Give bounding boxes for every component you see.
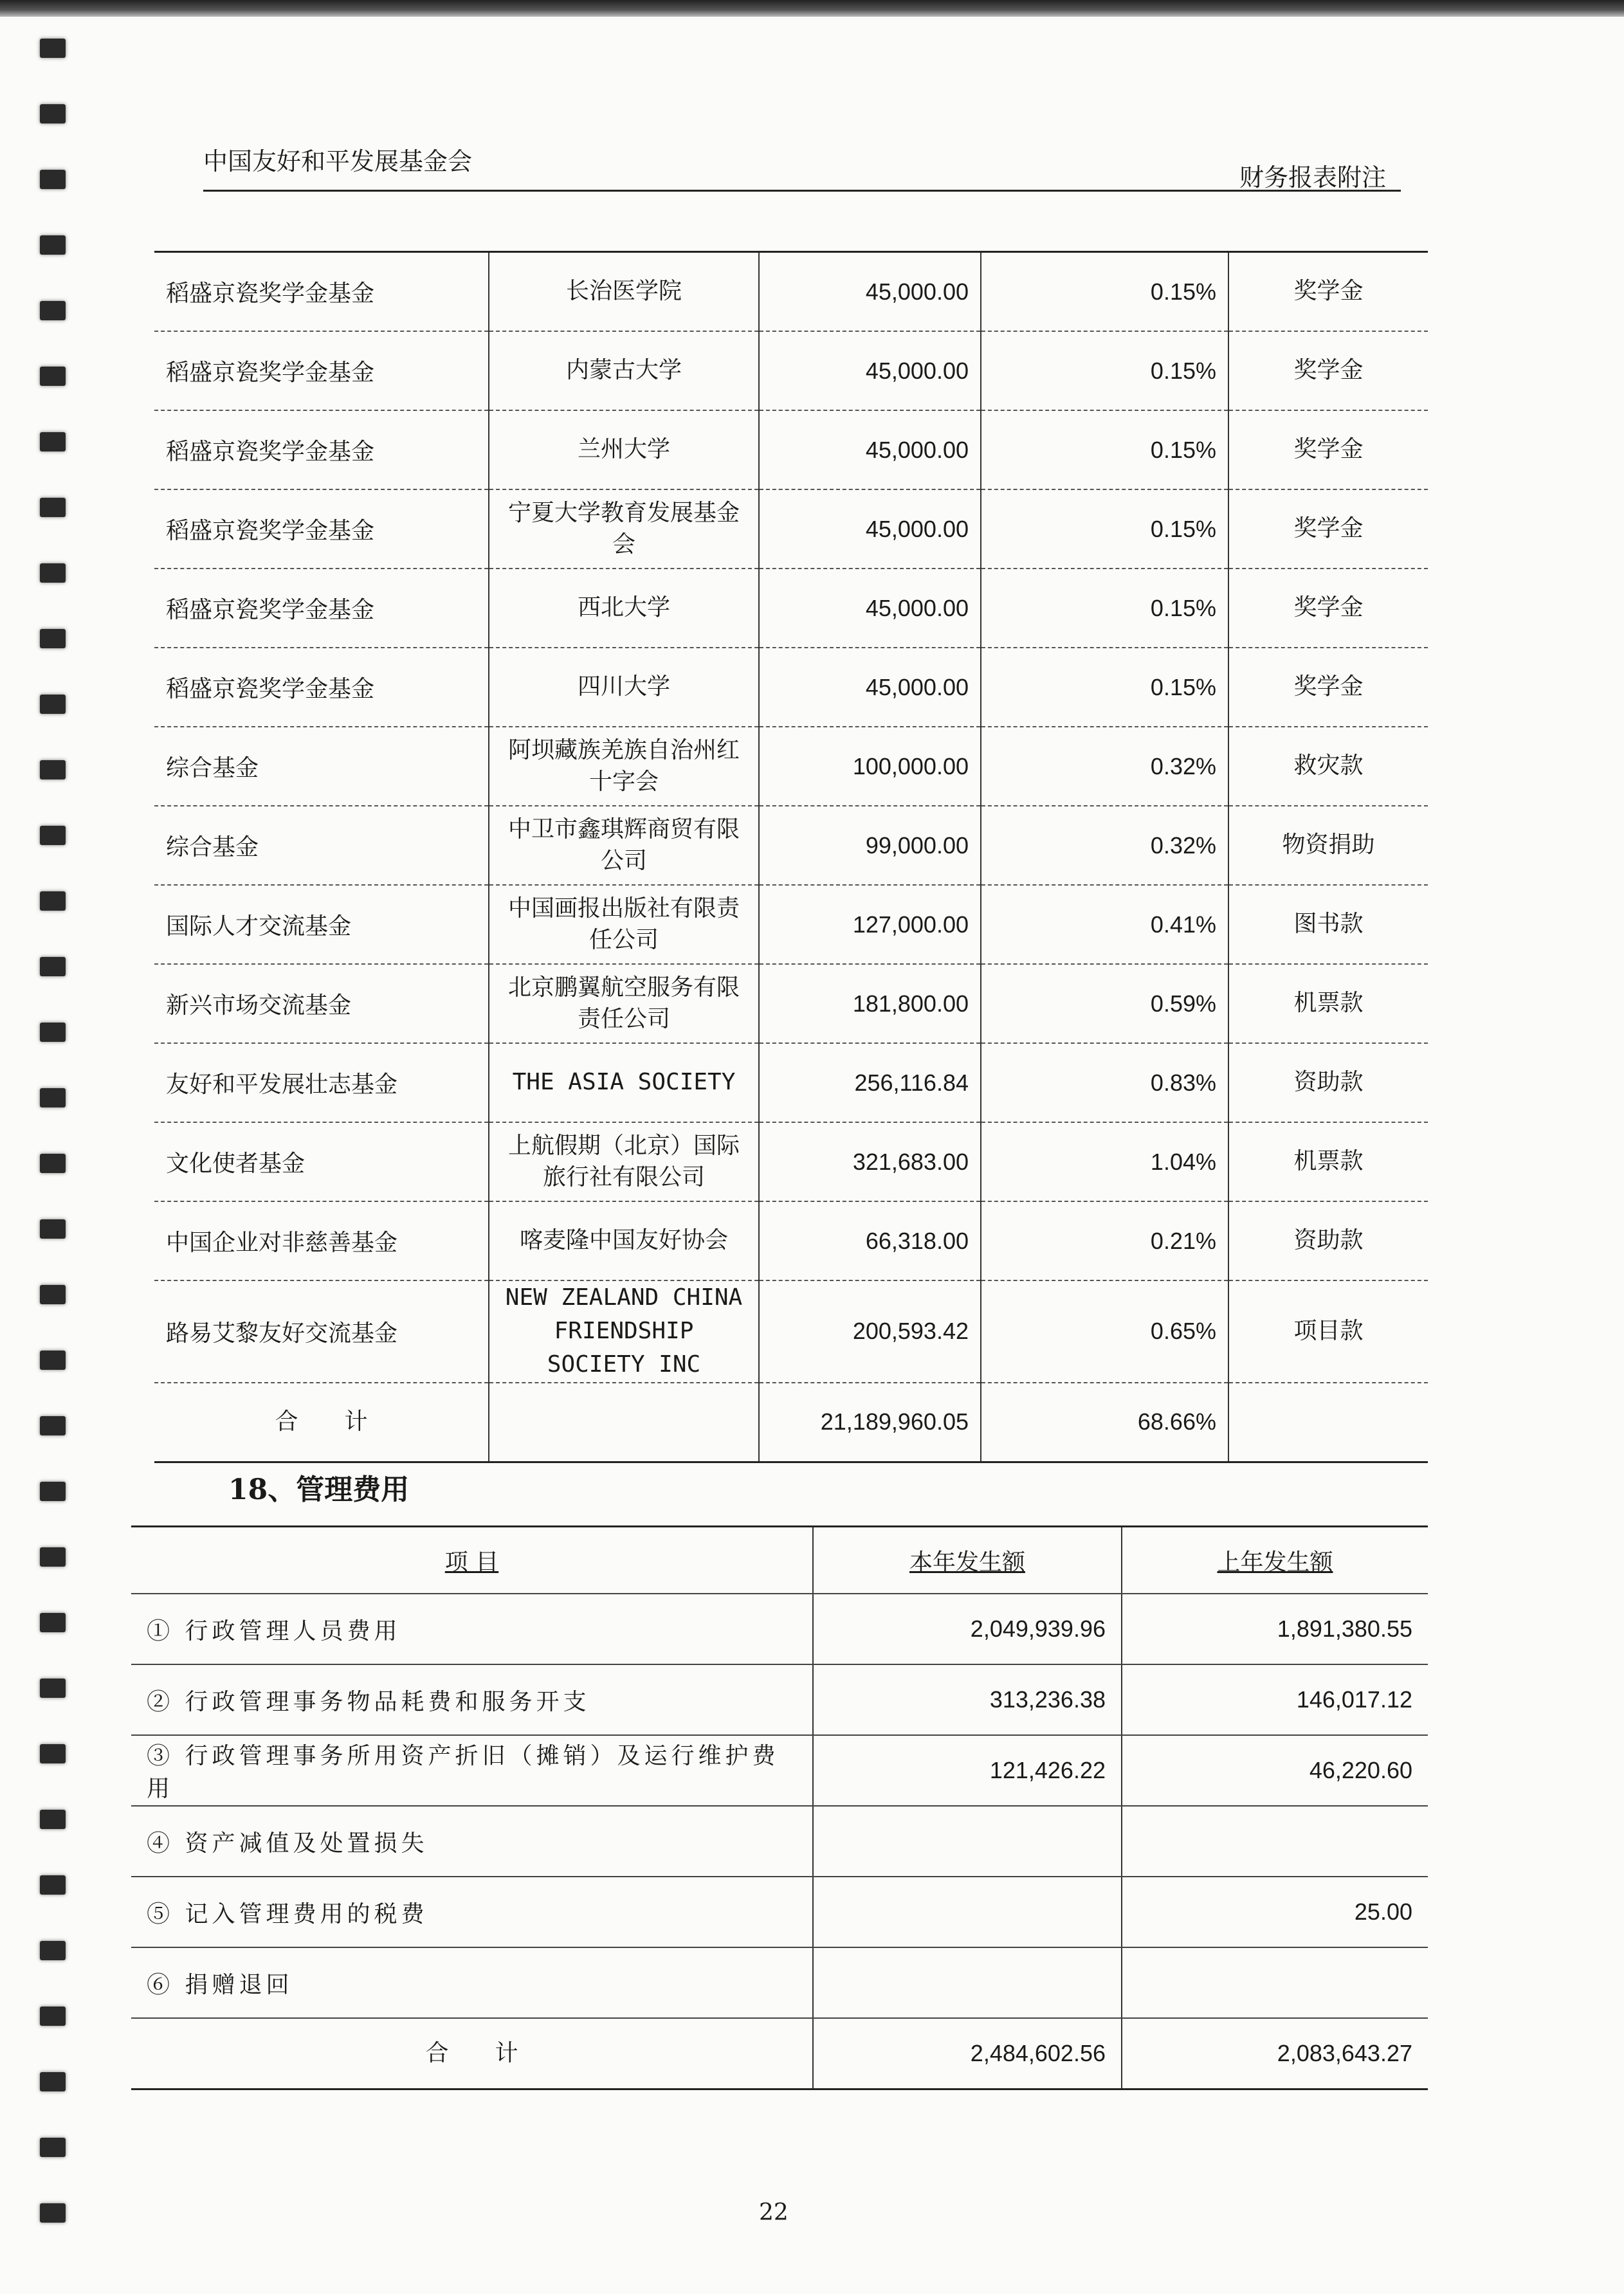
recipient: 阿坝藏族羌族自治州红十字会 xyxy=(489,727,759,806)
total-row xyxy=(131,2018,1428,2089)
binding-hole xyxy=(40,1219,66,1239)
purpose: 奖学金 xyxy=(1228,252,1428,332)
recipient: 长治医学院 xyxy=(489,252,759,332)
binding-hole xyxy=(40,2072,66,2091)
binding-hole xyxy=(40,1416,66,1435)
recipient: 上航假期（北京）国际旅行社有限公司 xyxy=(489,1122,759,1201)
table-row xyxy=(154,410,1428,489)
total-previous: 2,083,643.27 xyxy=(1122,2018,1428,2089)
binding-hole xyxy=(40,1088,66,1107)
table-row xyxy=(154,648,1428,727)
purpose: 机票款 xyxy=(1228,964,1428,1043)
scan-top-edge xyxy=(0,0,1624,17)
table-row xyxy=(131,1664,1428,1735)
binding-hole xyxy=(40,1154,66,1173)
binding-hole xyxy=(40,1875,66,1895)
table-row xyxy=(154,964,1428,1043)
purpose: 奖学金 xyxy=(1228,489,1428,569)
amount: 45,000.00 xyxy=(759,489,981,569)
total-amount: 21,189,960.05 xyxy=(759,1383,981,1462)
fund-name: 稻盛京瓷奖学金基金 xyxy=(154,252,489,332)
fund-name: 国际人才交流基金 xyxy=(154,885,489,964)
percentage: 0.41% xyxy=(981,885,1228,964)
table-row xyxy=(154,806,1428,885)
purpose: 资助款 xyxy=(1228,1043,1428,1122)
percentage: 0.32% xyxy=(981,806,1228,885)
total-label: 合 计 xyxy=(154,1383,489,1462)
header-current: 本年发生额 xyxy=(813,1527,1122,1594)
total-row xyxy=(154,1383,1428,1462)
amount: 256,116.84 xyxy=(759,1043,981,1122)
binding-hole xyxy=(40,301,66,320)
table-row xyxy=(154,331,1428,410)
percentage: 0.83% xyxy=(981,1043,1228,1122)
purpose: 机票款 xyxy=(1228,1122,1428,1201)
header-rule xyxy=(203,190,1401,192)
header-org: 中国友好和平发展基金会 xyxy=(203,147,473,176)
expense-item: ③ 行政管理事务所用资产折旧（摊销）及运行维护费用 xyxy=(131,1735,813,1806)
total-label: 合 计 xyxy=(131,2018,813,2089)
purpose: 资助款 xyxy=(1228,1201,1428,1280)
table-row xyxy=(154,1122,1428,1201)
expense-item: ⑤ 记入管理费用的税费 xyxy=(131,1877,813,1947)
current-year-amount xyxy=(813,1806,1122,1877)
fund-name: 中国企业对非慈善基金 xyxy=(154,1201,489,1280)
amount: 45,000.00 xyxy=(759,410,981,489)
binding-hole xyxy=(40,891,66,911)
previous-year-amount xyxy=(1122,1806,1428,1877)
binding-hole xyxy=(40,1941,66,1960)
current-year-amount xyxy=(813,1947,1122,2018)
fund-name: 新兴市场交流基金 xyxy=(154,964,489,1043)
table-row xyxy=(154,1201,1428,1280)
expense-item: ⑥ 捐赠退回 xyxy=(131,1947,813,2018)
percentage: 0.15% xyxy=(981,410,1228,489)
fund-name: 稻盛京瓷奖学金基金 xyxy=(154,410,489,489)
table-header-row xyxy=(131,1527,1428,1594)
binding-hole xyxy=(40,170,66,189)
total-empty xyxy=(1228,1383,1428,1462)
binding-hole xyxy=(40,1023,66,1042)
purpose: 奖学金 xyxy=(1228,569,1428,648)
recipient: 兰州大学 xyxy=(489,410,759,489)
amount: 181,800.00 xyxy=(759,964,981,1043)
recipient: THE ASIA SOCIETY xyxy=(489,1043,759,1122)
percentage: 0.15% xyxy=(981,569,1228,648)
header-previous: 上年发生额 xyxy=(1122,1527,1428,1594)
percentage: 0.65% xyxy=(981,1280,1228,1383)
amount: 66,318.00 xyxy=(759,1201,981,1280)
current-year-amount: 121,426.22 xyxy=(813,1735,1122,1806)
binding-hole xyxy=(40,957,66,976)
amount: 45,000.00 xyxy=(759,331,981,410)
recipient: 西北大学 xyxy=(489,569,759,648)
purpose: 项目款 xyxy=(1228,1280,1428,1383)
amount: 45,000.00 xyxy=(759,252,981,332)
fund-name: 综合基金 xyxy=(154,727,489,806)
binding-hole xyxy=(40,1547,66,1567)
purpose: 奖学金 xyxy=(1228,648,1428,727)
recipient: NEW ZEALAND CHINA FRIENDSHIP SOCIETY INC xyxy=(489,1280,759,1383)
purpose: 图书款 xyxy=(1228,885,1428,964)
previous-year-amount: 25.00 xyxy=(1122,1877,1428,1947)
binding-hole xyxy=(40,367,66,386)
binding-hole xyxy=(40,2007,66,2026)
binding-hole xyxy=(40,498,66,517)
recipient: 中卫市鑫琪辉商贸有限公司 xyxy=(489,806,759,885)
previous-year-amount: 146,017.12 xyxy=(1122,1664,1428,1735)
percentage: 0.59% xyxy=(981,964,1228,1043)
recipient: 中国画报出版社有限责任公司 xyxy=(489,885,759,964)
recipient: 宁夏大学教育发展基金会 xyxy=(489,489,759,569)
binding-hole xyxy=(40,1351,66,1370)
current-year-amount xyxy=(813,1877,1122,1947)
binding-hole xyxy=(40,760,66,779)
section-title: 18、管理费用 xyxy=(228,1473,410,1506)
binding-hole xyxy=(40,235,66,255)
recipient: 四川大学 xyxy=(489,648,759,727)
recipient: 喀麦隆中国友好协会 xyxy=(489,1201,759,1280)
amount: 100,000.00 xyxy=(759,727,981,806)
fund-name: 稻盛京瓷奖学金基金 xyxy=(154,648,489,727)
recipient: 北京鹏翼航空服务有限责任公司 xyxy=(489,964,759,1043)
amount: 127,000.00 xyxy=(759,885,981,964)
binding-hole xyxy=(40,826,66,845)
amount: 45,000.00 xyxy=(759,569,981,648)
table-row xyxy=(154,1280,1428,1383)
table-row xyxy=(154,489,1428,569)
binding-hole xyxy=(40,563,66,583)
table-row xyxy=(154,252,1428,332)
expense-item: ① 行政管理人员费用 xyxy=(131,1594,813,1664)
total-percentage: 68.66% xyxy=(981,1383,1228,1462)
fund-name: 路易艾黎友好交流基金 xyxy=(154,1280,489,1383)
amount: 45,000.00 xyxy=(759,648,981,727)
purpose: 奖学金 xyxy=(1228,331,1428,410)
table-row xyxy=(154,569,1428,648)
table-row xyxy=(154,727,1428,806)
binding-hole xyxy=(40,1679,66,1698)
binding-hole xyxy=(40,2138,66,2157)
fund-name: 友好和平发展壮志基金 xyxy=(154,1043,489,1122)
amount: 99,000.00 xyxy=(759,806,981,885)
current-year-amount: 2,049,939.96 xyxy=(813,1594,1122,1664)
amount: 321,683.00 xyxy=(759,1122,981,1201)
binding-hole xyxy=(40,1285,66,1304)
percentage: 0.15% xyxy=(981,252,1228,332)
binding-hole xyxy=(40,629,66,648)
total-empty xyxy=(489,1383,759,1462)
donation-table xyxy=(154,251,1428,1463)
table-row xyxy=(154,1043,1428,1122)
table-row xyxy=(131,1735,1428,1806)
fund-name: 综合基金 xyxy=(154,806,489,885)
binding-hole xyxy=(40,104,66,123)
purpose: 物资捐助 xyxy=(1228,806,1428,885)
header-item: 项 目 xyxy=(131,1527,813,1594)
previous-year-amount xyxy=(1122,1947,1428,2018)
fund-name: 稻盛京瓷奖学金基金 xyxy=(154,569,489,648)
purpose: 救灾款 xyxy=(1228,727,1428,806)
binding-hole xyxy=(40,1613,66,1632)
binding-hole xyxy=(40,432,66,451)
binding-hole xyxy=(40,1482,66,1501)
table-row xyxy=(154,885,1428,964)
table-row xyxy=(131,1594,1428,1664)
previous-year-amount: 1,891,380.55 xyxy=(1122,1594,1428,1664)
percentage: 0.15% xyxy=(981,648,1228,727)
previous-year-amount: 46,220.60 xyxy=(1122,1735,1428,1806)
fund-name: 稻盛京瓷奖学金基金 xyxy=(154,489,489,569)
binding-holes xyxy=(40,39,66,2238)
expense-item: ② 行政管理事务物品耗费和服务开支 xyxy=(131,1664,813,1735)
expense-item: ④ 资产减值及处置损失 xyxy=(131,1806,813,1877)
percentage: 0.15% xyxy=(981,489,1228,569)
binding-hole xyxy=(40,1744,66,1763)
binding-hole xyxy=(40,1810,66,1829)
percentage: 0.21% xyxy=(981,1201,1228,1280)
header-section: 财务报表附注 xyxy=(1239,163,1386,192)
percentage: 1.04% xyxy=(981,1122,1228,1201)
fund-name: 稻盛京瓷奖学金基金 xyxy=(154,331,489,410)
fund-name: 文化使者基金 xyxy=(154,1122,489,1201)
percentage: 0.32% xyxy=(981,727,1228,806)
admin-expense-table xyxy=(131,1525,1428,2090)
binding-hole xyxy=(40,39,66,58)
amount: 200,593.42 xyxy=(759,1280,981,1383)
current-year-amount: 313,236.38 xyxy=(813,1664,1122,1735)
page-number: 22 xyxy=(759,2199,789,2226)
percentage: 0.15% xyxy=(981,331,1228,410)
recipient: 内蒙古大学 xyxy=(489,331,759,410)
table-row xyxy=(131,1947,1428,2018)
binding-hole xyxy=(40,2203,66,2223)
binding-hole xyxy=(40,695,66,714)
total-current: 2,484,602.56 xyxy=(813,2018,1122,2089)
table-row xyxy=(131,1806,1428,1877)
purpose: 奖学金 xyxy=(1228,410,1428,489)
table-row xyxy=(131,1877,1428,1947)
